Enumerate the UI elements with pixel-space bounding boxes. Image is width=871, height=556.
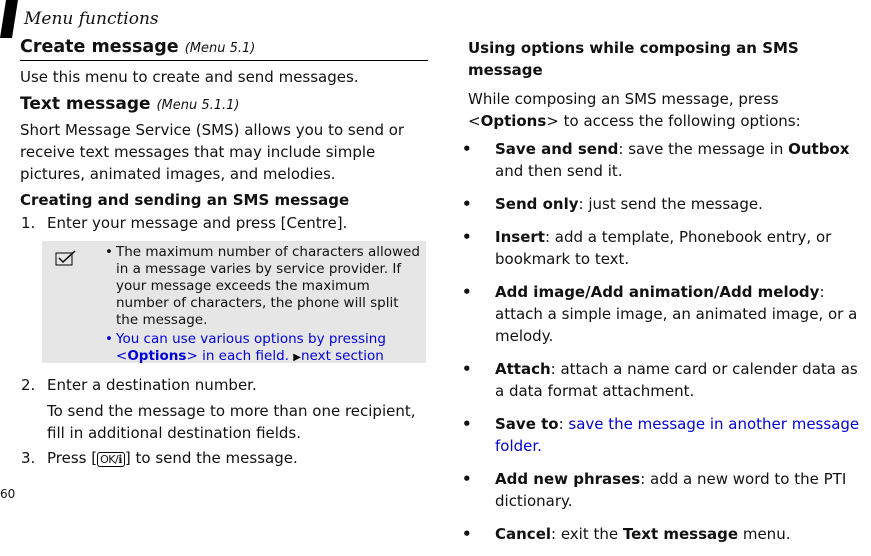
bullet-icon: • bbox=[462, 360, 472, 378]
bullet-icon: • bbox=[462, 140, 472, 158]
option-term: Insert bbox=[495, 228, 545, 246]
bullet-icon: • bbox=[462, 228, 472, 246]
option-term: Save to bbox=[495, 415, 559, 433]
checkmark-note-icon bbox=[55, 250, 77, 266]
intro-pre: While composing an SMS message, press < bbox=[468, 90, 779, 130]
option-link[interactable]: save the message in another message folder. bbox=[495, 415, 860, 455]
intro-post: > to access the following options: bbox=[546, 112, 801, 130]
option-term: Add new phrases bbox=[495, 470, 641, 488]
step-1-text: Enter your message and press [Centre]. bbox=[47, 214, 348, 232]
left-column bbox=[20, 37, 428, 471]
ok-key-icon: OK/ℹ bbox=[97, 452, 125, 467]
step-3 bbox=[20, 447, 428, 471]
note-2-text: You can use various options by pressing bbox=[116, 331, 386, 347]
create-heading-text: Create message bbox=[20, 37, 179, 57]
options-list bbox=[462, 138, 868, 545]
page-number: 60 bbox=[0, 487, 16, 501]
option-post: and then send it. bbox=[495, 162, 623, 180]
step-2 bbox=[20, 374, 428, 396]
text-message-heading bbox=[20, 94, 428, 114]
note-2-open: < bbox=[116, 348, 128, 364]
step-2-desc-text: To send the message to more than one recipient, fill in additional destination fields. bbox=[47, 402, 416, 442]
bullet-icon: • bbox=[462, 283, 472, 301]
note-item-1: • The maximum number of characters allowed in a message varies by service provider. If your message exceeds the maximum number of characters, the phone will split the message. bbox=[105, 244, 420, 328]
option-term: Attach bbox=[495, 360, 551, 378]
option-desc: : exit the bbox=[551, 525, 623, 543]
note-2-options: Options bbox=[127, 348, 187, 364]
note-1-text: The maximum number of characters allowed in a message varies by service provider. If your message exceeds the maximum number of characters, the phone will split the message. bbox=[116, 244, 420, 328]
option-term: Save and send bbox=[495, 140, 619, 158]
option-desc: : just send the message. bbox=[578, 195, 763, 213]
step-2-text: Enter a destination number. bbox=[47, 376, 257, 394]
option-bold: Outbox bbox=[788, 140, 850, 158]
option-term: Add image/Add animation/Add melody bbox=[495, 283, 820, 301]
option-item bbox=[462, 413, 868, 457]
text-heading-text: Text message bbox=[20, 94, 151, 114]
note-item-2: • You can use various options by pressing <Options> in each field. ▶next section bbox=[105, 331, 386, 364]
create-menu-code: (Menu 5.1) bbox=[184, 41, 256, 56]
create-desc: Use this menu to create and send messages. bbox=[20, 68, 359, 86]
ok-key-label: OK/ bbox=[100, 453, 119, 466]
bullet-icon: • bbox=[462, 470, 472, 488]
option-desc: : attach a simple image, an animated image, or a melody. bbox=[495, 283, 858, 345]
option-item bbox=[462, 468, 868, 512]
options-intro bbox=[468, 88, 868, 132]
bullet-icon: • bbox=[462, 415, 472, 433]
creating-heading: Creating and sending an SMS message bbox=[20, 191, 350, 209]
option-desc: : bbox=[558, 415, 569, 433]
bullet-icon: • bbox=[462, 525, 472, 543]
note-box bbox=[42, 241, 426, 363]
header-decoration bbox=[0, 0, 18, 38]
arrow-right-icon: ▶ bbox=[293, 352, 301, 363]
text-menu-code: (Menu 5.1.1) bbox=[156, 98, 240, 113]
option-term: Send only bbox=[495, 195, 579, 213]
option-item bbox=[462, 358, 868, 402]
step-2-desc bbox=[20, 400, 428, 444]
option-bold: Text message bbox=[622, 525, 739, 543]
note-2-close: > in each field. bbox=[186, 348, 289, 364]
next-section-link[interactable]: next section bbox=[300, 348, 384, 364]
option-item bbox=[462, 226, 868, 270]
option-desc: : attach a name card or calender data as a data format attachment. bbox=[495, 360, 858, 400]
option-item bbox=[462, 281, 868, 347]
create-message-heading bbox=[20, 37, 428, 61]
intro-options: Options bbox=[480, 112, 547, 130]
option-term: Cancel bbox=[495, 525, 552, 543]
step-1-number: 1. bbox=[21, 214, 36, 232]
step-3-number: 3. bbox=[21, 449, 36, 467]
step-3-pre: Press [ bbox=[47, 449, 98, 467]
option-post: menu. bbox=[738, 525, 791, 543]
step-1 bbox=[20, 212, 428, 234]
option-item bbox=[462, 138, 868, 182]
header-title: Menu functions bbox=[24, 9, 159, 29]
bullet-icon: • bbox=[462, 195, 472, 213]
text-desc: Short Message Service (SMS) allows you to send or receive text messages that may include simple pictures, animated images, and melodies. bbox=[20, 121, 405, 183]
option-desc: : add a new word to the PTI dictionary. bbox=[495, 470, 847, 510]
option-item bbox=[462, 193, 868, 215]
right-column bbox=[462, 37, 868, 556]
option-desc: : add a template, Phonebook entry, or bookmark to text. bbox=[495, 228, 832, 268]
step-2-number: 2. bbox=[21, 376, 36, 394]
options-heading: Using options while composing an SMS message bbox=[468, 39, 799, 79]
option-desc: : save the message in bbox=[618, 140, 789, 158]
option-item bbox=[462, 523, 868, 545]
step-3-post: ] to send the message. bbox=[124, 449, 298, 467]
